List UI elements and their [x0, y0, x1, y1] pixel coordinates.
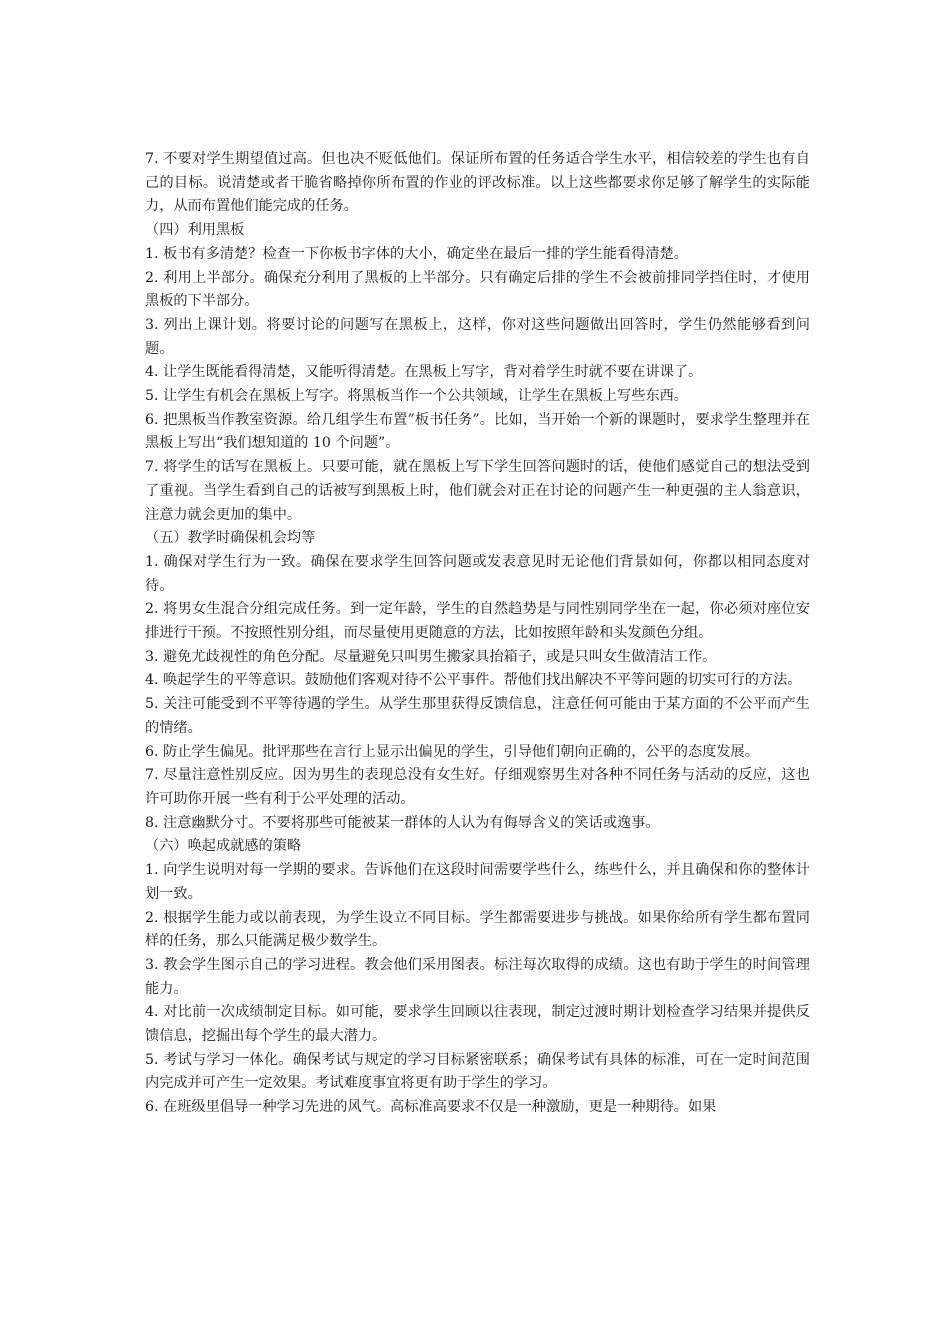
- paragraph-item: 4. 让学生既能看得清楚，又能听得清楚。在黑板上写字，背对着学生时就不要在讲课了。: [145, 364, 703, 381]
- paragraph-item: 3. 教会学生图示自己的学习进程。教会他们采用图表。标注每次取得的成绩。这也有助于学生的时间管理能力。: [145, 956, 810, 997]
- paragraph-item: 1. 向学生说明对每一学期的要求。告诉他们在这段时间需要学些什么，练些什么，并且确保和你的整体计划一致。: [145, 862, 810, 902]
- section-heading: （六）唤起成就感的策略: [145, 838, 302, 855]
- paragraph-item: 7. 将学生的话写在黑板上。只要可能，就在黑板上写下学生回答问题时的话，使他们感觉自己的想法受到了重视。当学生看到自己的话被写到黑板上时，他们就会对正在讨论的问题产生一种更强的主人翁意识，注意力就会更加的集中。: [145, 459, 810, 523]
- paragraph-item: 4. 唤起学生的平等意识。鼓励他们客观对待不公平事件。帮他们找出解决不平等问题的切实可行的方法。: [145, 672, 802, 689]
- paragraph-item: 3. 避免尤歧视性的角色分配。尽量避免只叫男生搬家具抬箱子，或是只叫女生做清洁工作。: [145, 648, 717, 665]
- section-heading: （四）利用黑板: [145, 222, 245, 239]
- paragraph-item: 5. 关注可能受到不平等待遇的学生。从学生那里获得反馈信息，注意任何可能由于某方面的不公平而产生的情绪。: [145, 696, 810, 736]
- section-heading: （五）教学时确保机会均等: [145, 530, 316, 547]
- paragraph-item: 6. 把黑板当作教室资源。给几组学生布置”板书任务”。比如，当开始一个新的课题时，要求学生整理并在黑板上写出“我们想知道的 10 个问题”。: [145, 411, 810, 452]
- paragraph-item: 3. 列出上课计划。将要讨论的问题写在黑板上，这样，你对这些问题做出回答时，学生仍然能够看到问题。: [145, 316, 810, 357]
- paragraph-item: 5. 让学生有机会在黑板上写字。将黑板当作一个公共领域，让学生在黑板上写些东西。: [145, 388, 688, 405]
- paragraph-item: 2. 将男女生混合分组完成任务。到一定年龄，学生的自然趋势是与同性别同学坐在一起，你必须对座位安排进行干预。不按照性别分组，而尽量使用更随意的方法，比如按照年龄和头发颜色分组。: [145, 601, 810, 642]
- paragraph-item: 2. 利用上半部分。确保充分利用了黑板的上半部分。只有确定后排的学生不会被前排同学挡住时，才使用黑板的下半部分。: [145, 269, 810, 310]
- paragraph-item: 2. 根据学生能力或以前表现，为学生设立不同目标。学生都需要进步与挑战。如果你给所有学生都布置同样的任务，那么只能满足极少数学生。: [145, 909, 810, 950]
- paragraph-item: 5. 考试与学习一体化。确保考试与规定的学习目标紧密联系；确保考试有具体的标准，可在一定时间范围内完成并可产生一定效果。考试难度事宜将更有助于学生的学习。: [145, 1051, 810, 1092]
- paragraph-item: 1. 板书有多清楚？检查一下你板书字体的大小，确定坐在最后一排的学生能看得清楚。: [145, 245, 688, 262]
- paragraph-item: 8. 注意幽默分寸。不要将那些可能被某一群体的人认为有侮辱含义的笑话或逸事。: [145, 814, 660, 831]
- paragraph-item: 7. 不要对学生期望值过高。但也决不贬低他们。保证所布置的任务适合学生水平，相信较差的学生也有自己的目标。说清楚或者干脆省略掉你所布置的作业的评改标准。以上这些都要求你足够了解学生的实际能力，从而布置他们能完成的任务。: [145, 151, 810, 215]
- document-page: [145, 148, 810, 1120]
- paragraph-item: 1. 确保对学生行为一致。确保在要求学生回答问题或发表意见时无论他们背景如何，你都以相同态度对待。: [145, 553, 810, 594]
- paragraph-item: 6. 在班级里倡导一种学习先进的风气。高标准高要求不仅是一种激励，更是一种期待。如果: [145, 1099, 717, 1116]
- paragraph-item: 7. 尽量注意性别反应。因为男生的表现总没有女生好。仔细观察男生对各种不同任务与活动的反应，这也许可助你开展一些有利于公平处理的活动。: [145, 767, 810, 807]
- paragraph-item: 4. 对比前一次成绩制定目标。如可能，要求学生回顾以往表现，制定过渡时期计划检查学习结果并提供反馈信息，挖掘出每个学生的最大潜力。: [145, 1004, 810, 1045]
- paragraph-item: 6. 防止学生偏见。批评那些在言行上显示出偏见的学生，引导他们朝向正确的，公平的态度发展。: [145, 743, 759, 760]
